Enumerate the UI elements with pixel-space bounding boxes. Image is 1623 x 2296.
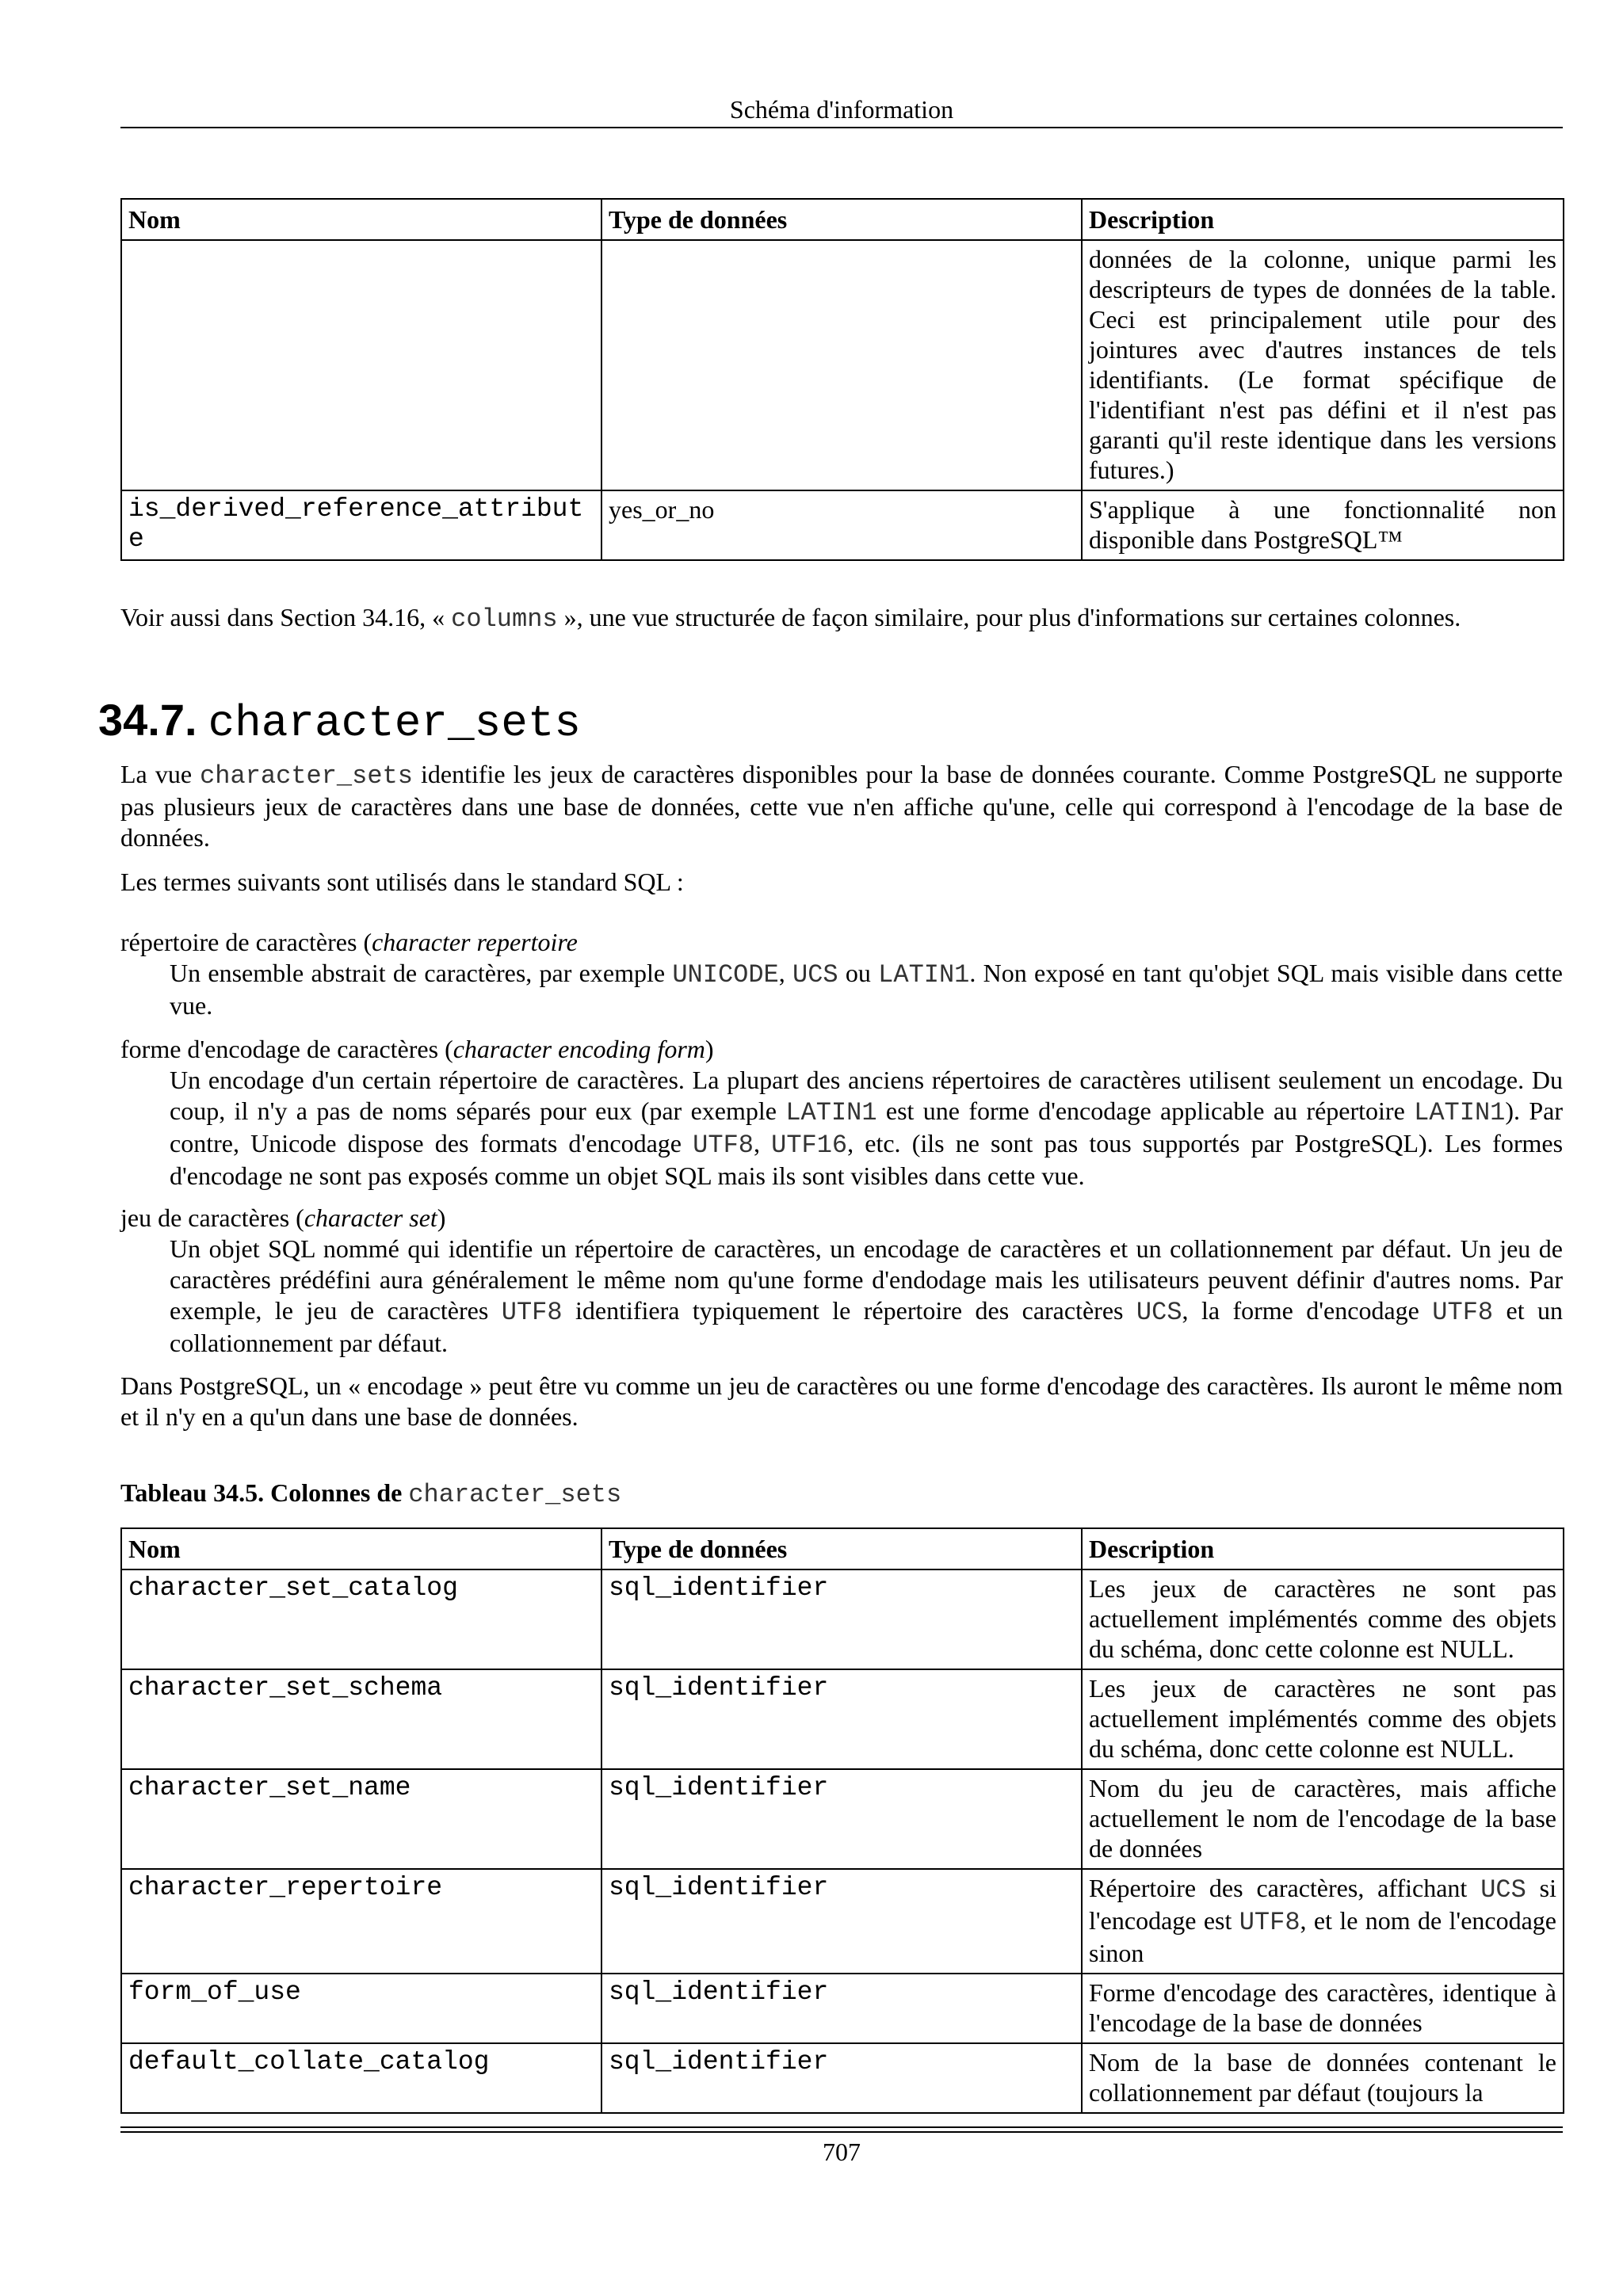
table-row [121, 1869, 1564, 1974]
inline-code: UCS [792, 960, 838, 990]
cell-description: données de la colonne, unique parmi les descripteurs de types de données de la table. Ceci est principalement utile pour des jointures avec d'autres instances de tels identifiants. (Le format spécifique de l'identifiant n'est pas défini et il n'est pas garanti qu'il reste identique dans les versions futures.) [1082, 240, 1564, 490]
inline-code: character_sets [408, 1480, 622, 1509]
term-definition: Un ensemble abstrait de caractères, par exemple UNICODE, UCS ou LATIN1. Non exposé en tant qu'objet SQL mais visible dans cette vue. [170, 959, 1564, 1020]
column-header-type: Type de données [601, 1528, 1082, 1569]
column-header-type: Type de données [601, 199, 1082, 240]
table-header-row [121, 1528, 1564, 1569]
table-row [121, 490, 1564, 560]
inline-code: LATIN1 [878, 960, 970, 990]
inline-code: UTF8 [693, 1131, 754, 1160]
running-header: Schéma d'information [729, 95, 954, 124]
cell-name: default_collate_catalog [121, 2043, 601, 2113]
term-title: forme d'encodage de caractères (character encoding form) [120, 1035, 714, 1063]
cell-description: Répertoire des caractères, affichant UCS si l'encodage est UTF8, et le nom de l'encodage sinon [1082, 1869, 1564, 1974]
intro-paragraph: La vue character_sets identifie les jeux de caractères disponibles pour la base de données courante. Comme PostgreSQL ne supporte pas plusieurs jeux de caractères dans une base de données, cette vue n'en affiche qu'une, celle qui correspond à l'encodage de la base de données. [120, 760, 1564, 852]
table-row [121, 1769, 1564, 1869]
column-header-nom: Nom [121, 1528, 601, 1569]
footer-rule [120, 2126, 1563, 2128]
cell-name: character_set_catalog [121, 1569, 601, 1669]
inline-code: UCS [1480, 1875, 1526, 1905]
cell-name: character_set_name [121, 1769, 601, 1869]
term-definition: Un encodage d'un certain répertoire de caractères. La plupart des anciens répertoires de caractères utilisent seulement un encodage. Du coup, il n'y a pas de noms séparés pour eux (par exemple LATIN1 est une forme d'encodage applicable au répertoire LATIN1). Par contre, Unicode dispose des formats d'encodage UTF8, UTF16, etc. (ils ne sont pas tous supportés par PostgreSQL). Les formes d'encodage ne sont pas exposés comme un objet SQL mais ils sont visibles dans cette vue. [170, 1066, 1564, 1190]
cell-type: yes_or_no [601, 490, 1082, 560]
table-header-row [121, 199, 1564, 240]
character-sets-columns-table [120, 1527, 1564, 2114]
section-number: 34.7. [98, 695, 197, 745]
section-name: character_sets [208, 698, 582, 749]
inline-code: UTF8 [1432, 1298, 1494, 1327]
column-header-nom: Nom [121, 199, 601, 240]
cell-type: sql_identifier [601, 1769, 1082, 1869]
footer-rule [120, 2131, 1563, 2133]
page-number: 707 [823, 2138, 861, 2166]
table-row [121, 1569, 1564, 1669]
cell-name: is_derived_reference_attribute [121, 490, 601, 560]
see-also-paragraph: Voir aussi dans Section 34.16, « columns », une vue structurée de façon similaire, pour plus d'informations sur certaines colonnes. [120, 603, 1461, 634]
table-row [121, 240, 1564, 490]
encoding-paragraph: Dans PostgreSQL, un « encodage » peut être vu comme un jeu de caractères ou une forme d'encodage des caractères. Ils auront le même nom et il n'y en a qu'un dans une base de données. [120, 1371, 1563, 1431]
inline-code: UTF8 [1239, 1908, 1300, 1937]
cell-name: character_repertoire [121, 1869, 601, 1974]
cell-description: Nom du jeu de caractères, mais affiche actuellement le nom de l'encodage de la base de données [1082, 1769, 1564, 1869]
section-title [98, 692, 581, 751]
cell-description: Les jeux de caractères ne sont pas actuellement implémentés comme des objets du schéma, donc cette colonne est NULL. [1082, 1669, 1564, 1769]
cell-name: form_of_use [121, 1974, 601, 2043]
cell-name: character_set_schema [121, 1669, 601, 1769]
cell-type [601, 240, 1082, 490]
inline-code: columns [451, 605, 558, 634]
table-row [121, 2043, 1564, 2113]
inline-code: UTF8 [501, 1298, 563, 1327]
inline-code: UNICODE [672, 960, 779, 990]
inline-code: LATIN1 [785, 1098, 877, 1127]
terms-intro: Les termes suivants sont utilisés dans le standard SQL : [120, 868, 684, 896]
cell-type: sql_identifier [601, 1669, 1082, 1769]
inline-code: character_sets [200, 761, 413, 791]
cell-type: sql_identifier [601, 1869, 1082, 1974]
cell-type: sql_identifier [601, 2043, 1082, 2113]
term-title: répertoire de caractères (character repertoire [120, 928, 578, 956]
inline-code: UCS [1136, 1298, 1182, 1327]
cell-description: Les jeux de caractères ne sont pas actuellement implémentés comme des objets du schéma, donc cette colonne est NULL. [1082, 1569, 1564, 1669]
cell-description: S'applique à une fonctionnalité non disponible dans PostgreSQL™ [1082, 490, 1564, 560]
cell-name [121, 240, 601, 490]
cell-type: sql_identifier [601, 1569, 1082, 1669]
cell-description: Forme d'encodage des caractères, identique à l'encodage de la base de données [1082, 1974, 1564, 2043]
table-row [121, 1669, 1564, 1769]
header-rule [120, 127, 1563, 128]
inline-code: UTF16 [771, 1131, 848, 1160]
column-header-description: Description [1082, 199, 1564, 240]
table-continued [120, 198, 1564, 561]
table-caption: Tableau 34.5. Colonnes de character_sets [120, 1478, 622, 1509]
table-row [121, 1974, 1564, 2043]
cell-type: sql_identifier [601, 1974, 1082, 2043]
term-title: jeu de caractères (character set) [120, 1203, 446, 1232]
term-definition: Un objet SQL nommé qui identifie un répertoire de caractères, un encodage de caractères et un collationnement par défaut. Un jeu de caractères prédéfini aura généralement le même nom qu'une forme d'endodage mais les utilisateurs peuvent définir d'autres noms. Par exemple, le jeu de caractères UTF8 identifiera typiquement le répertoire des caractères UCS, la forme d'encodage UTF8 et un collationnement par défaut. [170, 1234, 1564, 1357]
column-header-description: Description [1082, 1528, 1564, 1569]
inline-code: LATIN1 [1414, 1098, 1506, 1127]
cell-description: Nom de la base de données contenant le collationnement par défaut (toujours la [1082, 2043, 1564, 2113]
